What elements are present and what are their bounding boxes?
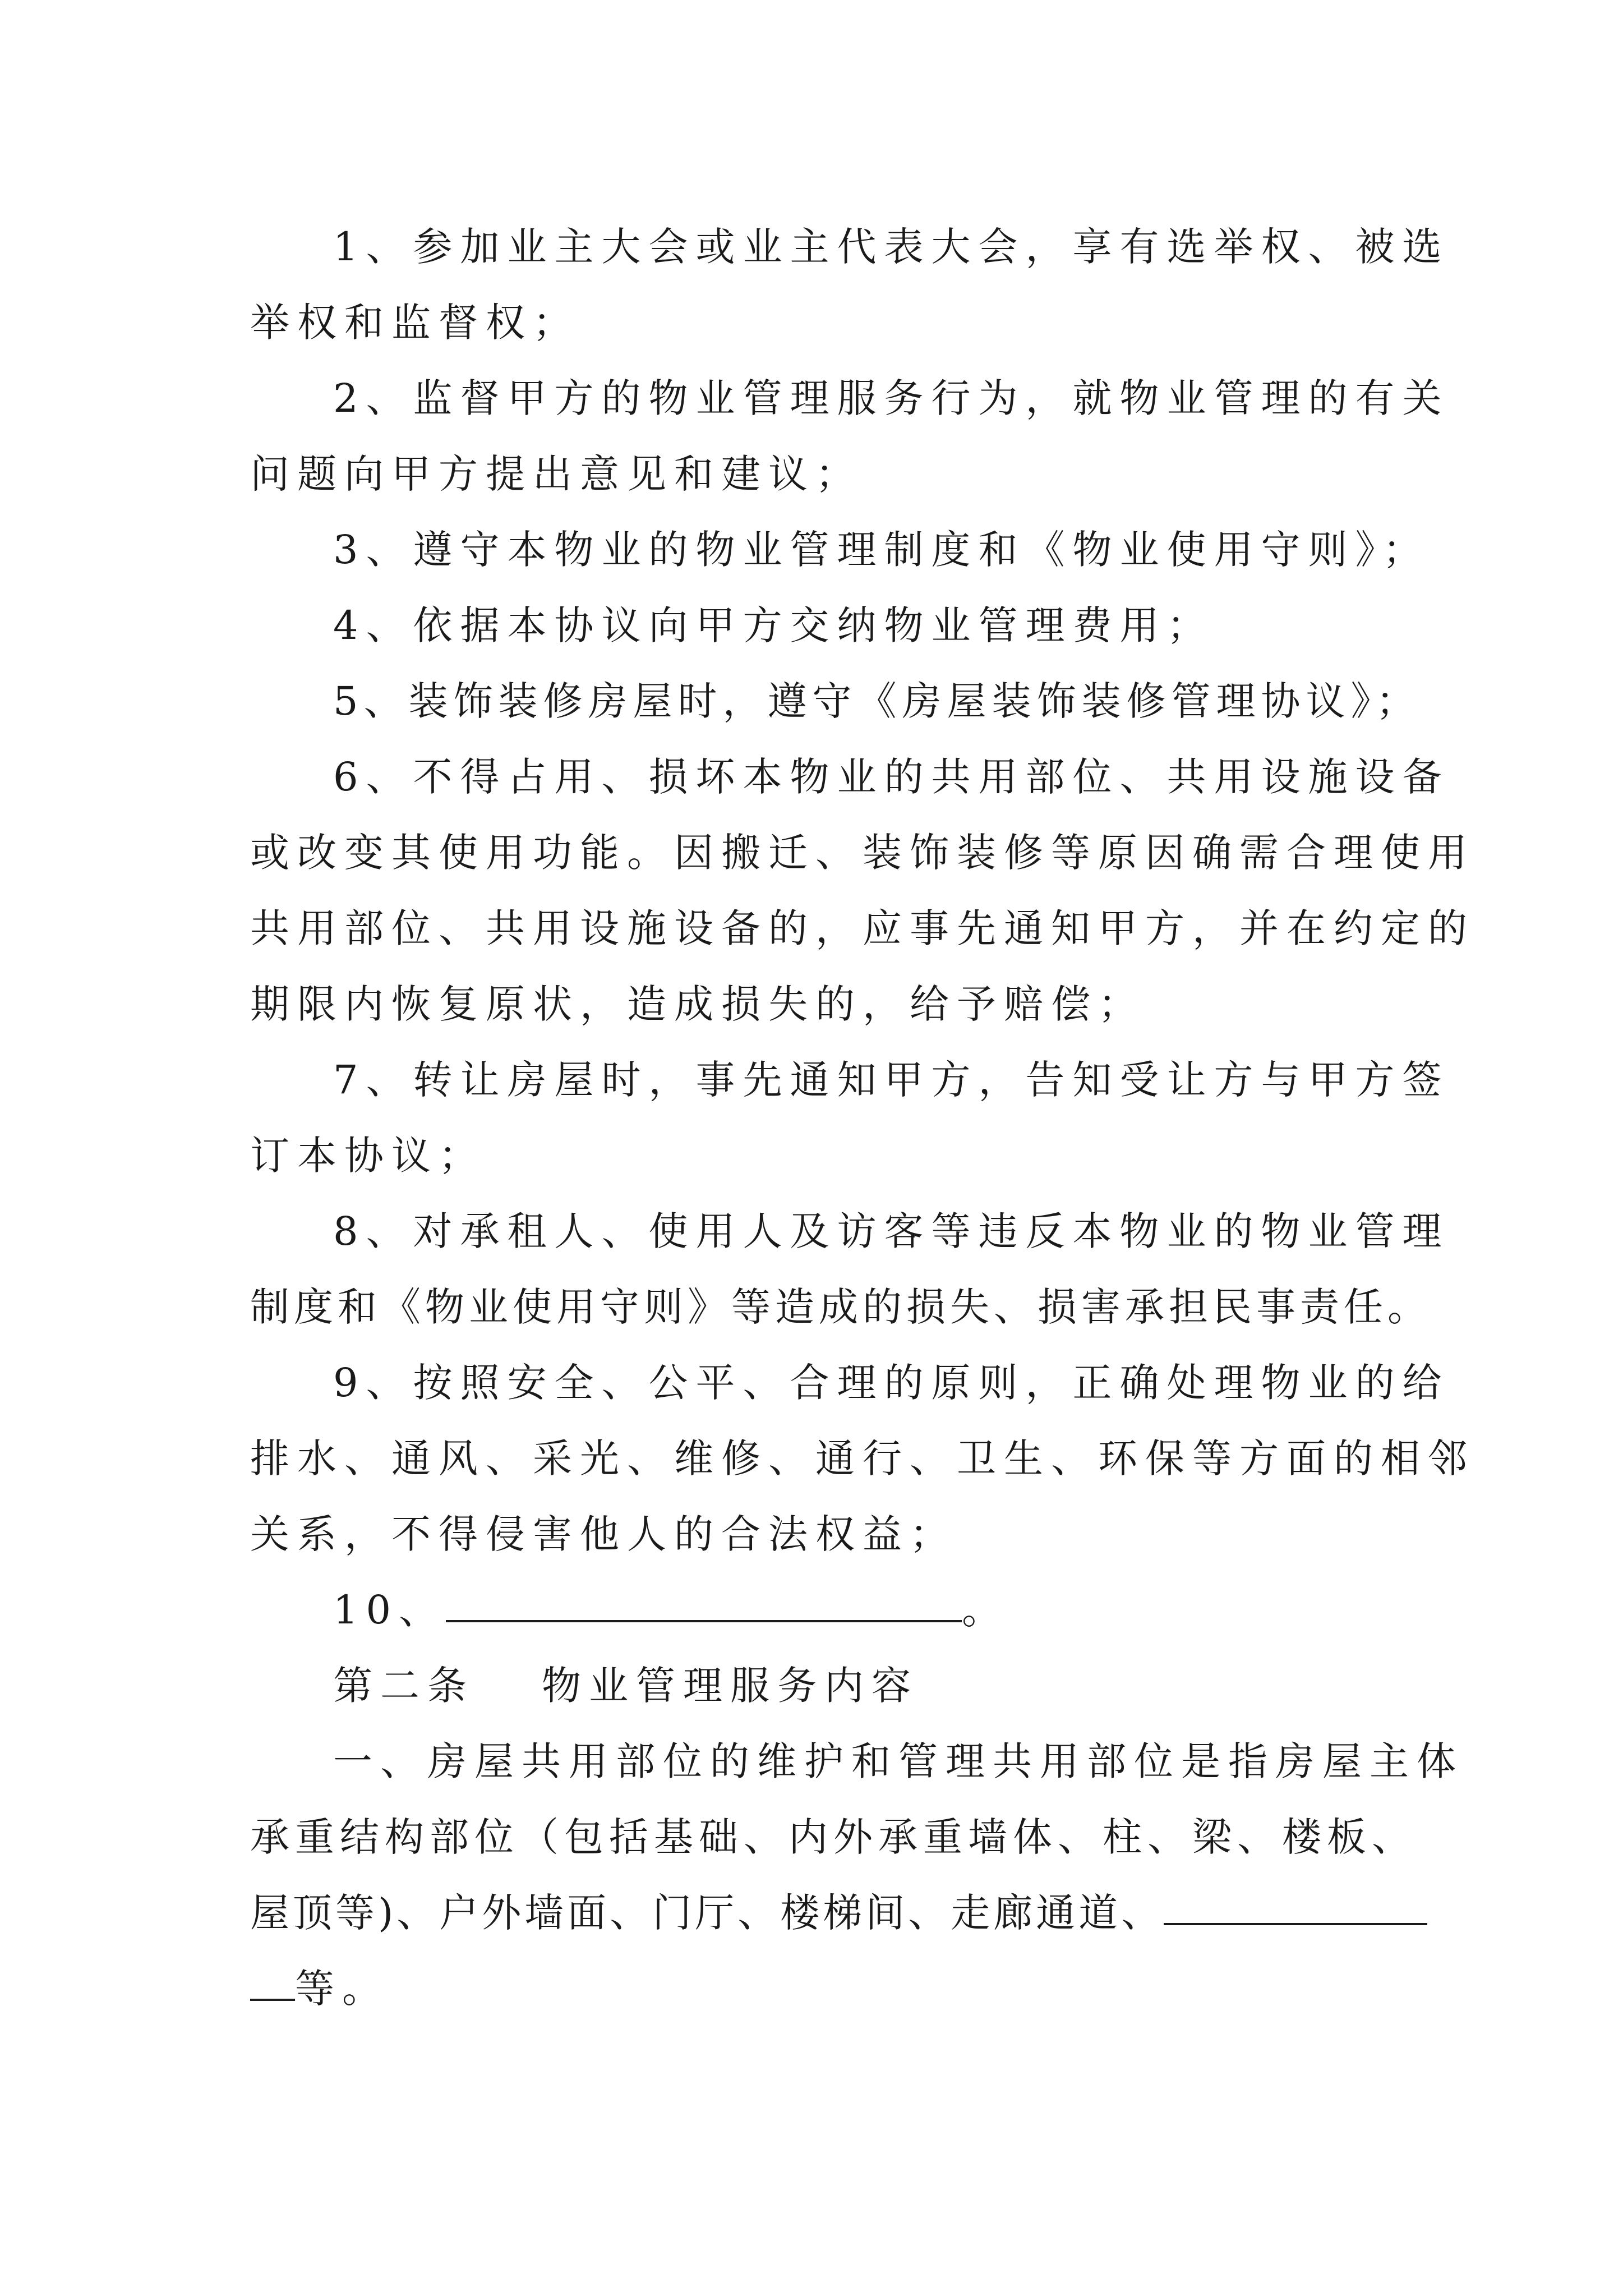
fill-in-line (250, 1961, 389, 2017)
paragraph-line: 4、依据本协议向甲方交纳物业管理费用； (333, 602, 1214, 648)
paragraph-line: 订本协议； (250, 1133, 486, 1179)
paragraph-line: 5、装饰装修房屋时，遵守《房屋装饰装修管理协议》； (333, 678, 1421, 724)
paragraph-line: 2、监督甲方的物业管理服务行为，就物业管理的有关 (333, 375, 1450, 421)
paragraph-line: 6、不得占用、损坏本物业的共用部位、共用设施设备 (333, 754, 1450, 800)
line-end-text: 等。 (295, 1966, 389, 2012)
paragraph-line: 排水、通风、采光、维修、通行、卫生、环保等方面的相邻 (250, 1435, 1475, 1481)
paragraph-line: 承重结构部位（包括基础、内外承重墙体、柱、梁、楼板、 (250, 1814, 1417, 1860)
paragraph-line: 共用部位、共用设施设备的，应事先通知甲方，并在约定的 (250, 905, 1475, 951)
blank-field[interactable] (446, 1584, 962, 1622)
paragraph-line: 3、遵守本物业的物业管理制度和《物业使用守则》； (333, 527, 1430, 573)
paragraph-line: 7、转让房屋时，事先通知甲方，告知受让方与甲方签 (333, 1057, 1450, 1103)
paragraph-line: 关系，不得侵害他人的合法权益； (250, 1511, 957, 1557)
paragraph-text: 屋顶等)、户外墙面、门厅、楼梯间、走廊通道、 (250, 1890, 1164, 1936)
article-heading (333, 1658, 919, 1714)
article-title: 物业管理服务内容 (542, 1663, 919, 1709)
paragraph-line: 期限内恢复原状，造成损失的，给予赔偿； (250, 981, 1145, 1027)
blank-field[interactable] (250, 1963, 295, 2001)
paragraph-line: 或改变其使用功能。因搬迁、装饰装修等原因确需合理使用 (250, 830, 1475, 876)
paragraph-line: 一、房屋共用部位的维护和管理共用部位是指房屋主体 (333, 1738, 1464, 1784)
article-number: 第二条 (333, 1663, 474, 1709)
paragraph-line: 8、对承租人、使用人及访客等违反本物业的物业管理 (333, 1208, 1450, 1254)
paragraph-line: 9、按照安全、公平、合理的原则，正确处理物业的给 (333, 1360, 1450, 1406)
paragraph-line: 举权和监督权； (250, 300, 580, 346)
paragraph-line: 1、参加业主大会或业主代表大会，享有选举权、被选 (333, 224, 1450, 270)
line-end-mark: 。 (962, 1587, 1009, 1633)
paragraph-line: 问题向甲方提出意见和建议； (250, 451, 863, 497)
blank-field[interactable] (1164, 1887, 1427, 1925)
paragraph-line: 制度和《物业使用守则》等造成的损失、损害承担民事责任。 (250, 1284, 1431, 1330)
fill-in-line (250, 1885, 1427, 1941)
fill-in-line (333, 1582, 1009, 1638)
item-number: 10、 (333, 1587, 446, 1633)
